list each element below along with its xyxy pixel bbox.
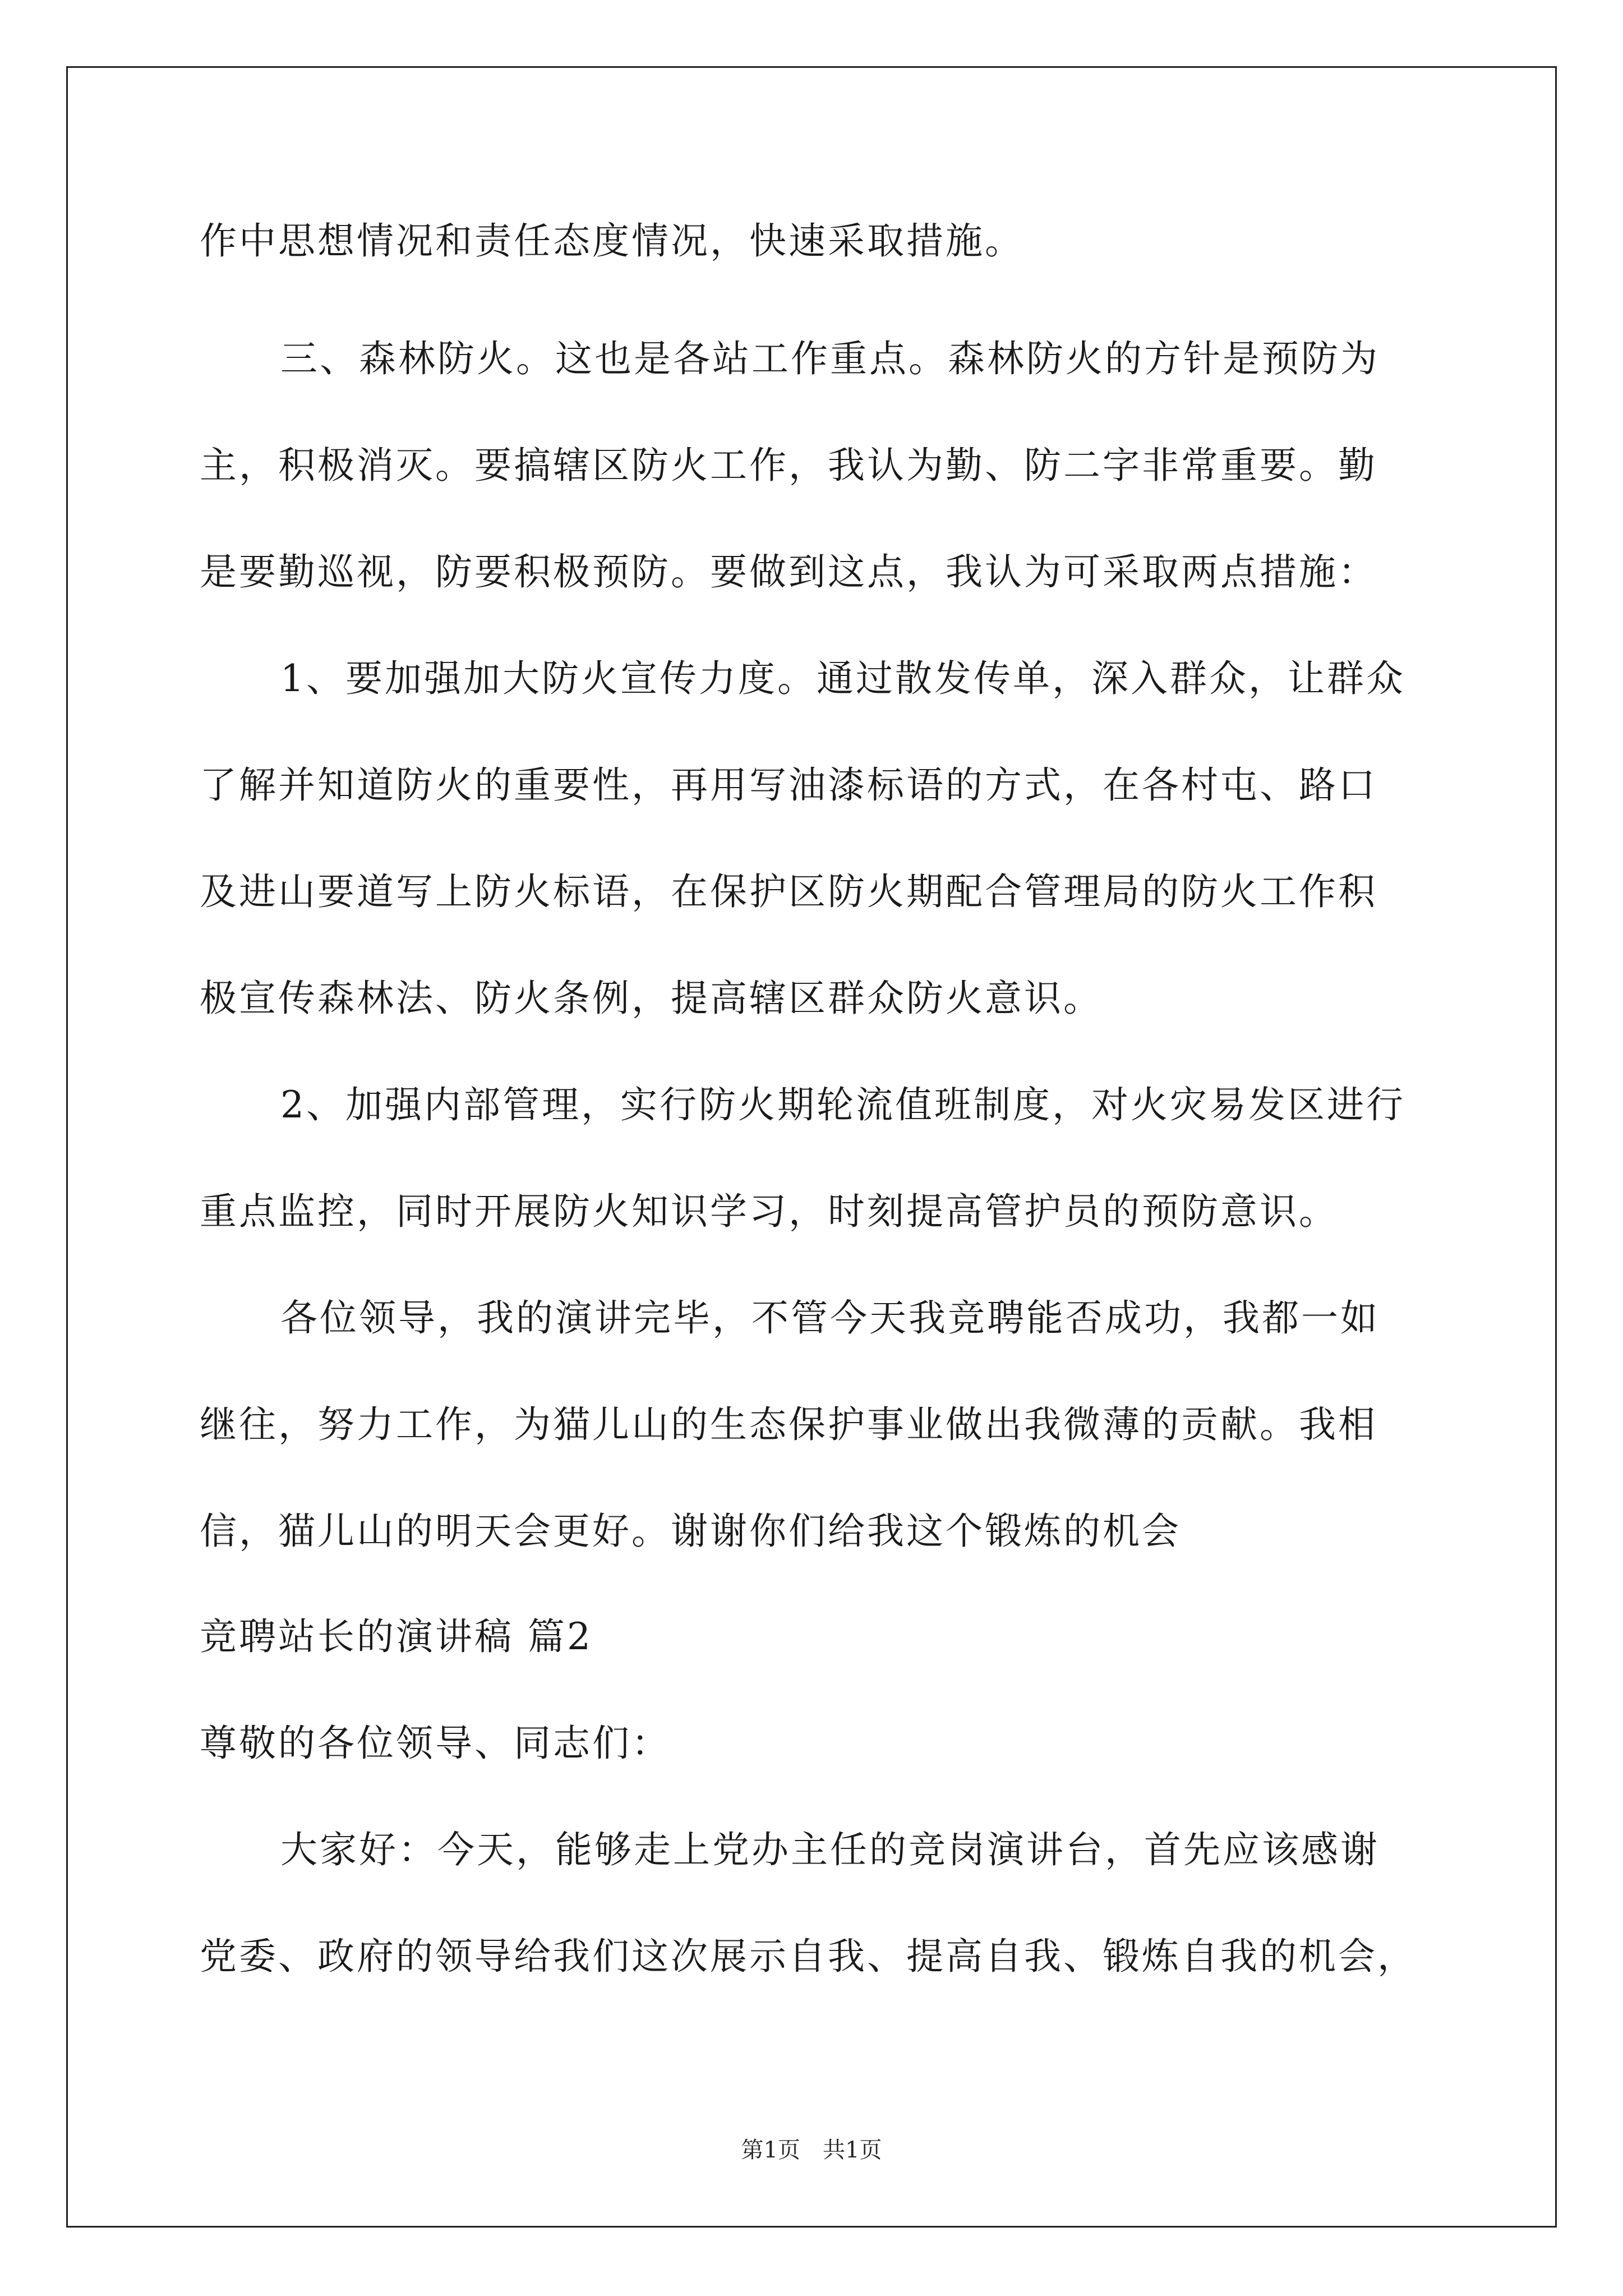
text-line-16: 大家好：今天，能够走上党办主任的竞岗演讲台，首先应该感谢 — [280, 1828, 1380, 1871]
text-line-6: 了解并知道防火的重要性，再用写油漆标语的方式，在各村屯、路口 — [200, 763, 1377, 807]
text-line-8: 极宣传森林法、防火条例，提高辖区群众防火意识。 — [200, 977, 1103, 1020]
text-line-2: 三、森林防火。这也是各站工作重点。森林防火的方针是预防为 — [280, 337, 1380, 380]
text-line-3: 主，积极消灭。要搞辖区防火工作，我认为勤、防二字非常重要。勤 — [200, 444, 1377, 487]
page-frame — [66, 66, 1557, 2228]
text-line-4: 是要勤巡视，防要积极预防。要做到这点，我认为可采取两点措施： — [200, 550, 1377, 593]
text-line-10: 重点监控，同时开展防火知识学习，时刻提高管护员的预防意识。 — [200, 1190, 1338, 1233]
text-line-5: 1、要加强加大防火宣传力度。通过散发传单，深入群众，让群众 — [280, 657, 1405, 700]
text-line-9: 2、加强内部管理，实行防火期轮流值班制度，对火灾易发区进行 — [280, 1083, 1405, 1126]
page-number-footer: 第1页 共1页 — [741, 2137, 882, 2163]
text-line-12: 继往，努力工作，为猫儿山的生态保护事业做出我微薄的贡献。我相 — [200, 1403, 1377, 1446]
text-line-1: 作中思想情况和责任态度情况，快速采取措施。 — [200, 219, 1024, 263]
salutation: 尊敬的各位领导、同志们： — [200, 1722, 671, 1765]
text-line-13: 信，猫儿山的明天会更好。谢谢你们给我这个锻炼的机会 — [200, 1510, 1181, 1553]
text-line-11: 各位领导，我的演讲完毕，不管今天我竞聘能否成功，我都一如 — [280, 1296, 1380, 1340]
section-heading: 竞聘站长的演讲稿 篇2 — [200, 1615, 593, 1658]
text-line-17: 党委、政府的领导给我们这次展示自我、提高自我、锻炼自我的机会， — [200, 1935, 1417, 1978]
text-line-7: 及进山要道写上防火标语，在保护区防火期配合管理局的防火工作积 — [200, 870, 1377, 913]
